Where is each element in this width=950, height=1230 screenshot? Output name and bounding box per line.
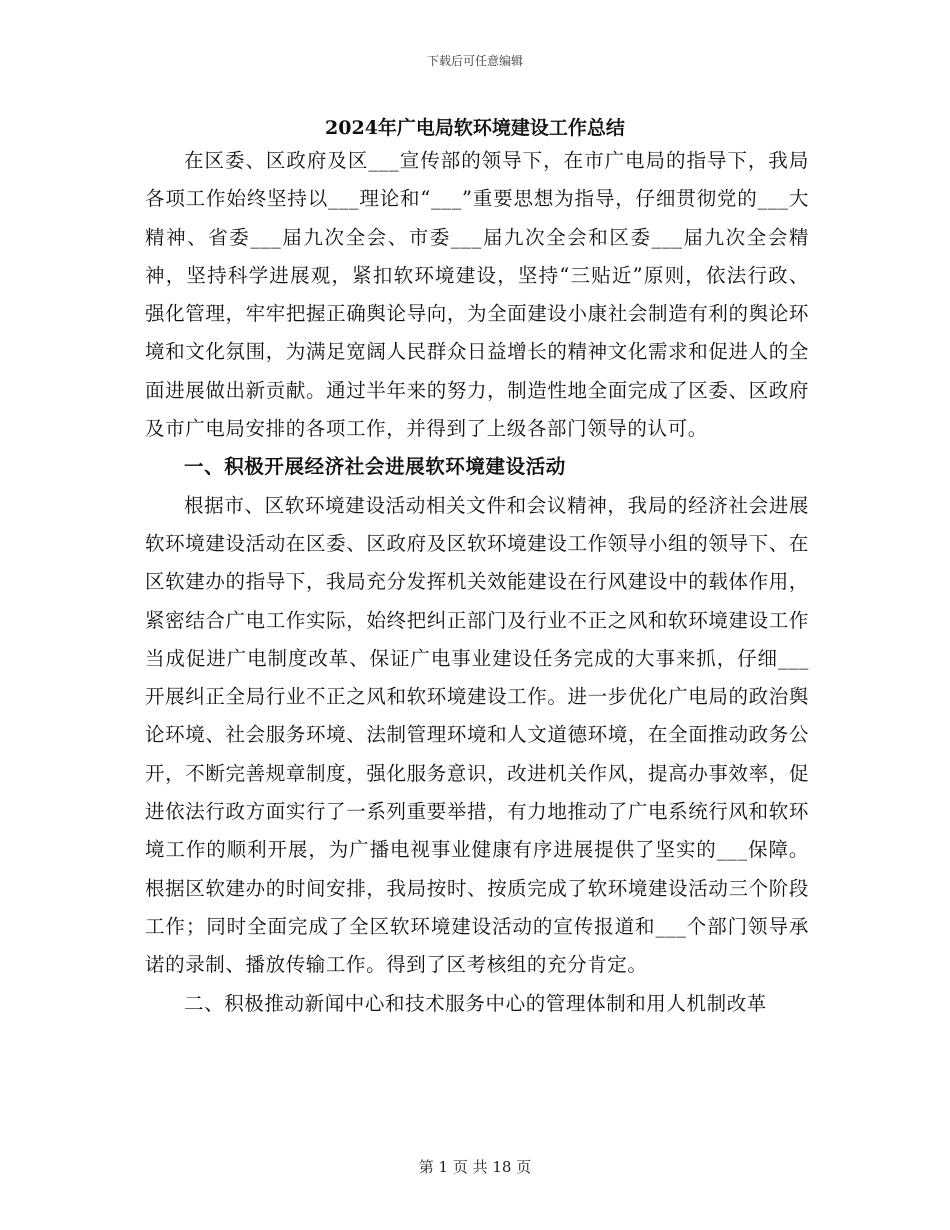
section-1-heading: 一、积极开展经济社会进展软环境建设活动 [184,455,566,479]
page-number: 第 1 页 共 18 页 [418,1158,532,1176]
document-body [145,142,809,1023]
section-1-paragraph: 根据市、区软环境建设活动相关文件和会议精神，我局的经济社会进展软环境建设活动在区委、区政府及区软环境建设工作领导小组的领导下、在区软建办的指导下，我局充分发挥机关效能建设在行风建设中的载体作用，紧密结合广电工作实际，始终把纠正部门及行业不正之风和软环境建设工作当成促进广电制度改革、保证广电事业建设任务完成的大事来抓，仔细___开展纠正全局行业不正之风和软环境建设工作。进一步优化广电局的政治舆论环境、社会服务环境、法制管理环境和人文道德环境，在全面推动政务公开，不断完善规章制度，强化服务意识，改进机关作风，提高办事效率，促进依法行政方面实行了一系列重要举措，有力地推动了广电系统行风和软环境工作的顺利开展，为广播电视事业健康有序进展提供了坚实的___保障。根据区软建办的时间安排，我局按时、按质完成了软环境建设活动三个阶段工作；同时全面完成了全区软环境建设活动的宣传报道和___个部门领导承诺的录制、播放传输工作。得到了区考核组的充分肯定。 [145,493,809,977]
section-2-heading: 二、积极推动新闻中心和技术服务中心的管理体制和用人机制改革 [184,991,767,1015]
document-title: 2024年广电局软环境建设工作总结 [325,117,625,139]
intro-paragraph: 在区委、区政府及区___宣传部的领导下，在市广电局的指导下，我局各项工作始终坚持以___理论和“___”重要思想为指导，仔细贯彻党的___大精神、省委___届九次全会、市委___届九次全会和区委___届九次全会精神，坚持科学进展观，紧扣软环境建设，坚持“三贴近”原则，依法行政、强化管理，牢牢把握正确舆论导向，为全面建设小康社会制造有利的舆论环境和文化氛围，为满足宽阔人民群众日益增长的精神文化需求和促进人的全面进展做出新贡献。通过半年来的努力，制造性地全面完成了区委、区政府及市广电局安排的各项工作，并得到了上级各部门领导的认可。 [145,149,809,441]
header-note: 下载后可任意编辑 [426,54,523,68]
